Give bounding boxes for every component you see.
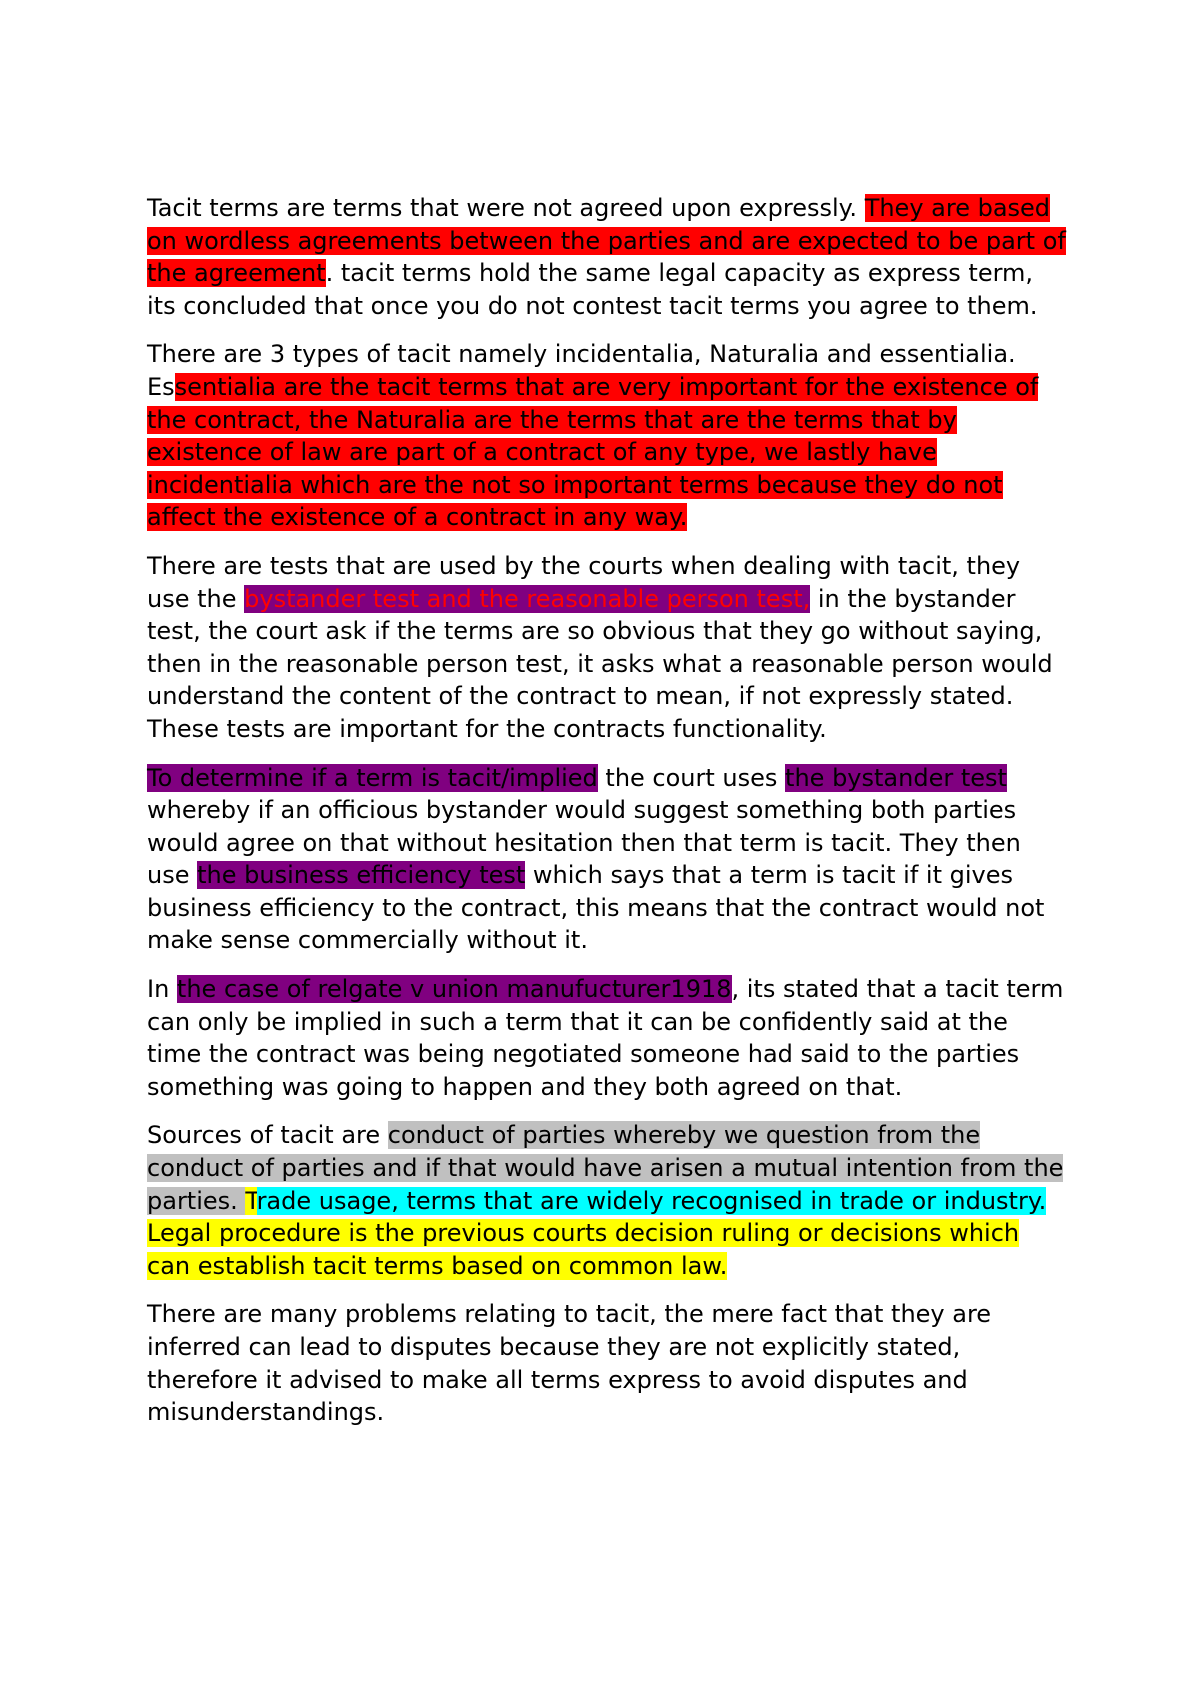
highlighted-text-purple: the case of relgate v union manufucturer1918 — [176, 975, 732, 1004]
text-segment: There are tests that are used by the courts when dealing with tacit, they use the — [147, 551, 1021, 613]
highlighted-text-red: They are based on wordless agreements between the parties and are expected to be part of the agreement — [147, 194, 1066, 288]
highlighted-text-cyan: rade usage, terms that are widely recognised in trade or industry. — [256, 1186, 1047, 1215]
paragraph-sources-of-tacit — [147, 1119, 1067, 1282]
text-segment: . tacit terms hold the same legal capacity as express term, its concluded that once you do not contest tacit terms you agree to them. — [147, 259, 1038, 320]
text-segment: Tacit terms are terms that were not agreed upon expressly. — [147, 194, 865, 222]
text-segment: There are many problems relating to tacit, the mere fact that they are inferred can lead to disputes because they are not explicitly stated, therefore it advised to make all terms express to avoid disputes and misunderstandings. — [147, 1300, 992, 1427]
text-segment: in the bystander test, the court ask if the terms are so obvious that they go without saying, then in the reasonable person test, it asks what a reasonable person would understand the content of the contract to mean, if not expressly stated. These tests are important for the contracts functionality. — [147, 584, 1053, 743]
highlighted-text-purple: To determine if a term is tacit/implied — [147, 763, 598, 792]
highlighted-text-yellow: Legal procedure is the previous courts decision ruling or decisions which can establish tacit terms based on common law. — [147, 1219, 1020, 1280]
paragraph-problems — [147, 1298, 1067, 1428]
paragraph-tacit-definition — [147, 192, 1067, 322]
text-segment: whereby if an officious bystander would suggest something both parties would agree on that without hesitation then that term is tacit. They then use — [147, 796, 1021, 890]
highlighted-text-purple: the bystander test — [785, 763, 1007, 792]
paragraph-court-tests — [147, 550, 1067, 746]
document-body — [147, 192, 1067, 1445]
text-segment: which says that a term is tacit if it gives business efficiency to the contract, this means that the contract would not make sense commercially without it. — [147, 861, 1045, 955]
highlighted-text-gray: conduct of parties whereby we question from the conduct of parties and if that would have arisen a mutual intention from the parties. — [147, 1121, 1064, 1215]
text-segment: Sources of tacit are — [147, 1121, 388, 1150]
paragraph-case-law — [147, 973, 1067, 1103]
paragraph-types-of-tacit — [147, 338, 1067, 534]
highlighted-text-purple: bystander test and the reasonable person test, — [244, 584, 811, 613]
text-segment: There are 3 types of tacit namely incidentalia, Naturalia and essentialia. Es — [147, 340, 1016, 401]
paragraph-determine-tacit — [147, 762, 1067, 958]
text-segment: the court uses — [597, 763, 786, 792]
highlighted-text-yellow: T — [245, 1186, 257, 1215]
text-segment: , its stated that a tacit term can only be implied in such a term that it can be confidently said at the time the contract was being negotiated someone had said to the parties something was going to happen and they both agreed on that. — [147, 975, 1064, 1101]
highlighted-text-purple: the business efficiency test — [197, 861, 526, 890]
highlighted-text-red: sentialia are the tacit terms that are very important for the existence of the contract, the Naturalia are the terms that are the terms that by existence of law are part of a contract of any type, we lastly have incidentialia which are the not so important terms because they do not affect the existence of a contract in any way. — [147, 372, 1039, 532]
text-segment: In — [147, 975, 177, 1004]
